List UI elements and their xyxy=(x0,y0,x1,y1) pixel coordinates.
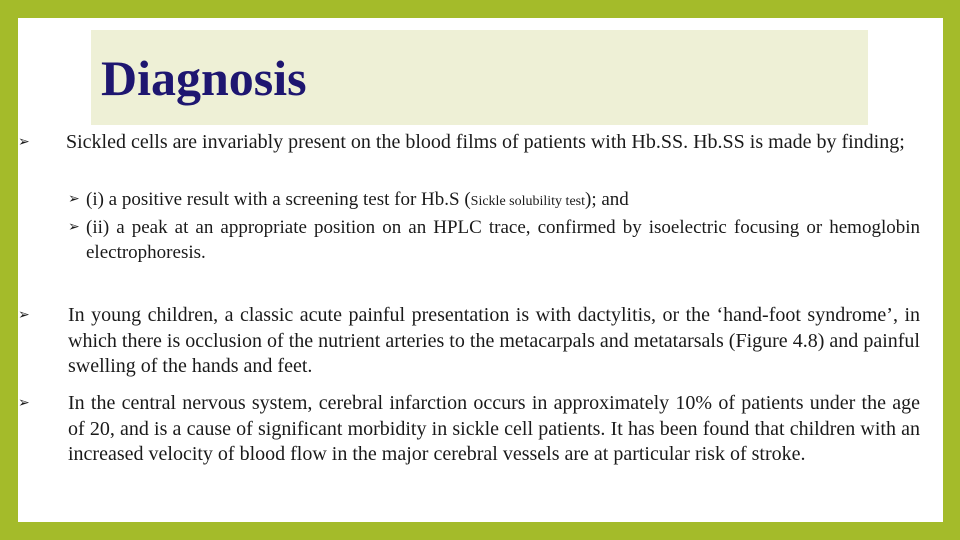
bullet-3-text: In the central nervous system, cerebral infarction occurs in approximately 10% of patients under the age of 20, and is a cause of significant morbidity in sickle cell patients. It has been found that children with an increased velocity of blood flow in the major cerebral vessels are at particular risk of stroke. xyxy=(68,392,920,465)
bullet-2 xyxy=(18,303,920,380)
sub-bullet-2 xyxy=(68,215,920,265)
bullet-3 xyxy=(18,391,920,468)
title-box xyxy=(91,30,868,125)
slide xyxy=(18,18,943,522)
sub-bullet-1-text xyxy=(68,187,920,214)
arrow-bullet-icon: ➢ xyxy=(18,307,30,323)
slide-title: Diagnosis xyxy=(101,50,307,106)
arrow-bullet-icon: ➢ xyxy=(18,395,30,411)
sub-bullet-1-test-name: Sickle solubility test xyxy=(470,194,586,209)
arrow-bullet-icon: ➢ xyxy=(68,191,80,207)
sub-bullet-1 xyxy=(68,187,920,214)
arrow-bullet-icon: ➢ xyxy=(68,219,80,235)
bullet-1-text: Sickled cells are invariably present on the blood films of patients with Hb.SS. Hb.SS is made by finding; xyxy=(66,131,905,153)
sub-bullet-1-before: (i) a positive result with a screening test for Hb.S ( xyxy=(86,189,471,210)
bullet-2-text: In young children, a classic acute painful presentation is with dactylitis, or the ‘hand-foot syndrome’, in which there is occlusion of the nutrient arteries to the metacarpals and metatarsals (Figure 4.8) and painful swelling of the hands and feet. xyxy=(68,304,920,377)
arrow-bullet-icon: ➢ xyxy=(18,134,30,150)
sub-bullet-1-after: ); and xyxy=(585,189,629,210)
bullet-1 xyxy=(18,130,920,156)
sub-bullet-2-text: (ii) a peak at an appropriate position on an HPLC trace, confirmed by isoelectric focusing or hemoglobin electrophoresis. xyxy=(86,217,920,263)
